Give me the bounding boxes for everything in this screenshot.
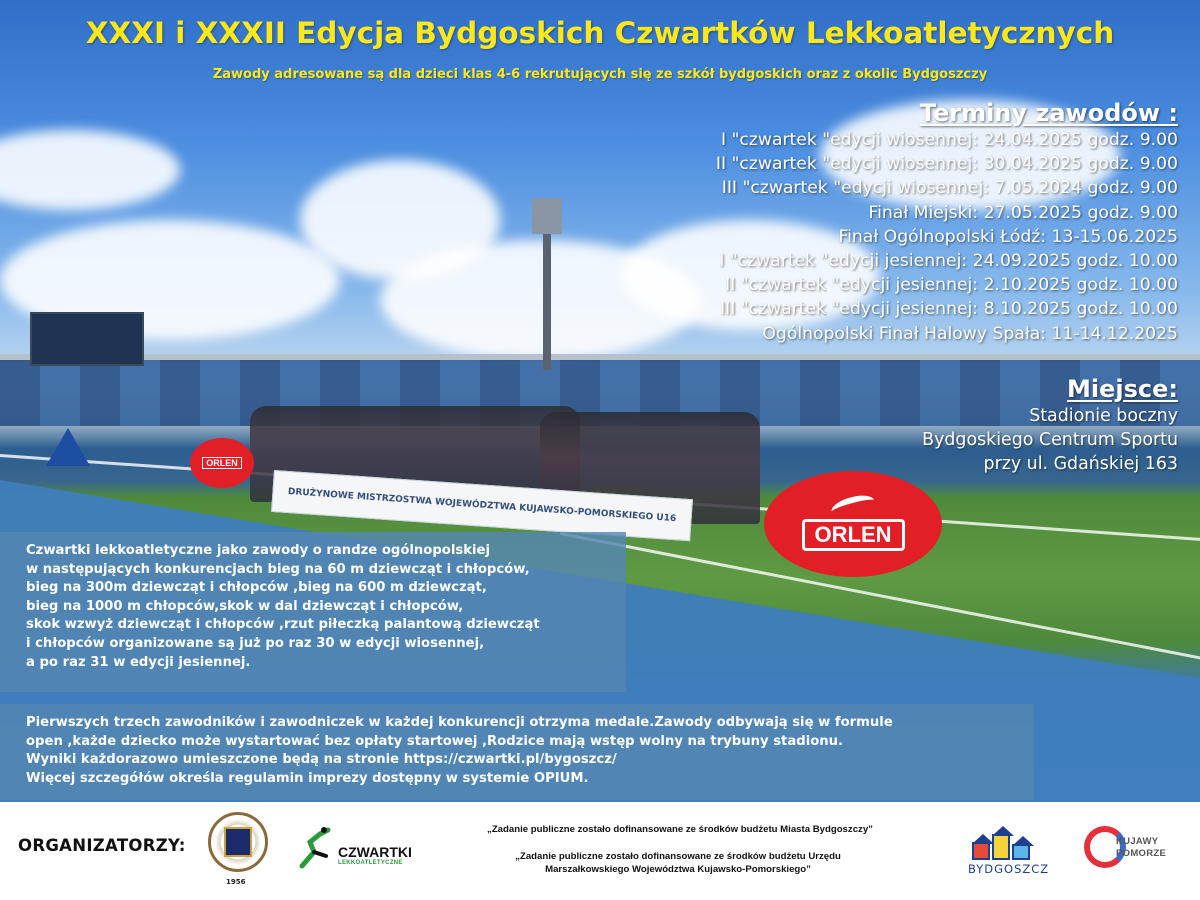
- schedule-item: Ogólnopolski Finał Halowy Spała: 11-14.12.2025: [762, 323, 1178, 344]
- house-icon: [992, 834, 1010, 860]
- house-icon: [972, 842, 990, 860]
- kp-wordmark: [1116, 836, 1166, 860]
- schedule-item: II "czwartek "edycji wiosennej: 30.04.2025 godz. 9.00: [715, 154, 1178, 175]
- schedule-section: [716, 98, 1178, 346]
- schedule-item: II "czwartek "edycji jesiennej: 2.10.2025 godz. 10.00: [725, 275, 1178, 296]
- organizers-label: ORGANIZATORZY:: [18, 836, 186, 855]
- club-shield-icon: [224, 827, 252, 857]
- bydgoszcz-logo: [968, 826, 1052, 884]
- house-icon: [1012, 844, 1030, 860]
- venue-line: Stadionie boczny: [1029, 406, 1178, 426]
- venue-line: Bydgoskiego Centrum Sportu: [922, 430, 1178, 450]
- venue-section: [922, 374, 1178, 476]
- orlen-sign-small: [190, 438, 254, 488]
- schedule-item: Finał Miejski: 27.05.2025 godz. 9.00: [868, 202, 1178, 223]
- description-line: bieg na 300m dziewcząt i chłopców ,bieg na 600 m dziewcząt,: [26, 580, 487, 596]
- description-line: skok wzwyż dziewcząt i chłopców ,rzut piłeczką palantową dziewcząt: [26, 617, 540, 633]
- floodlight-head: [532, 198, 562, 234]
- scoreboard: [30, 312, 144, 366]
- orlen-label: ORLEN: [802, 519, 905, 551]
- info-panel: [0, 704, 1034, 800]
- info-line: Pierwszych trzech zawodników i zawodniczek w każdej konkurencji otrzyma medale.Zawody odbywają się w formule: [26, 715, 893, 730]
- eagle-icon: [829, 492, 876, 521]
- info-line: Wyniki każdorazowo umieszczone będą na stronie https://czwartki.pl/bygoszcz/: [26, 752, 617, 768]
- runner-icon: [298, 826, 332, 870]
- description-line: i chłopców organizowane są już po raz 30 w edycji wiosennej,: [26, 635, 485, 651]
- venue-line: przy ul. Gdańskiej 163: [983, 454, 1178, 474]
- schedule-list: [716, 128, 1178, 346]
- houses-icon: [972, 826, 1048, 860]
- schedule-item: I "czwartek "edycji jesiennej: 24.09.2025 godz. 10.00: [719, 251, 1178, 272]
- orlen-label: ORLEN: [202, 457, 242, 469]
- footer: [0, 802, 1200, 900]
- schedule-heading: Terminy zawodów :: [919, 99, 1178, 127]
- club-logo: [208, 812, 268, 872]
- bydgoszcz-wordmark: BYDGOSZCZ: [968, 862, 1050, 876]
- description-line: a po raz 31 w edycji jesiennej.: [26, 654, 251, 670]
- schedule-item: III "czwartek "edycji jesiennej: 8.10.2025 godz. 10.00: [720, 299, 1178, 320]
- czwartki-logo: [298, 824, 418, 876]
- funding-note-city: „Zadanie publiczne zostało dofinansowane ze środków budżetu Miasta Bydgoszczy”: [487, 824, 873, 835]
- funding-region-line: Marszałkowskiego Województwa Kujawsko-Pomorskiego”: [545, 864, 811, 875]
- description-line: bieg na 1000 m chłopców,skok w dal dziewcząt i chłopców,: [26, 598, 464, 614]
- page-subtitle: Zawody adresowane są dla dzieci klas 4-6 rekrutujących się ze szkół bydgoskich oraz z okolic Bydgoszczy: [212, 67, 988, 82]
- schedule-item: I "czwartek "edycji wiosennej: 24.04.2025 godz. 9.00: [720, 130, 1178, 150]
- description-line: Czwartki lekkoatletyczne jako zawody o randze ogólnopolskiej: [26, 543, 490, 558]
- page-title: XXXI i XXXII Edycja Bydgoskich Czwartków Lekkoatletycznych: [85, 16, 1115, 50]
- schedule-item: III "czwartek "edycji wiosennej: 7.05.2024 godz. 9.00: [721, 178, 1178, 199]
- schedule-item: Finał Ogólnopolski Łódź: 13-15.06.2025: [838, 226, 1178, 247]
- funding-note-region: [440, 850, 916, 876]
- description-panel: [0, 532, 626, 692]
- info-line: open ,każde dziecko może wystartować bez opłaty startowej ,Rodzice mają wstęp wolny na trybuny stadionu.: [26, 733, 844, 749]
- kp-word: KUJAWY: [1116, 836, 1159, 847]
- funding-region-line: „Zadanie publiczne zostało dofinansowane ze środków budżetu Urzędu: [515, 851, 841, 862]
- czwartki-subtitle: LEKKOATLETYCZNE: [338, 860, 403, 866]
- banner-text: DRUŻYNOWE MISTRZOSTWA WOJEWÓDZTWA KUJAWSKO-POMORSKIEGO U16: [287, 487, 677, 525]
- kujawy-pomorze-logo: [1084, 826, 1184, 882]
- blue-sign: [46, 428, 90, 466]
- orlen-sign-large: [764, 471, 942, 577]
- club-year: 1956: [226, 878, 246, 886]
- info-line: Więcej szczegółów określa regulamin imprezy dostępny w systemie OPIUM.: [26, 770, 589, 786]
- description-line: w następujących konkurencjach bieg na 60 m dziewcząt i chłopców,: [26, 561, 530, 577]
- kp-word: POMORZE: [1116, 848, 1167, 859]
- venue-heading: Miejsce:: [1067, 375, 1178, 403]
- cloud: [0, 130, 180, 210]
- czwartki-title: CZWARTKI: [338, 844, 412, 860]
